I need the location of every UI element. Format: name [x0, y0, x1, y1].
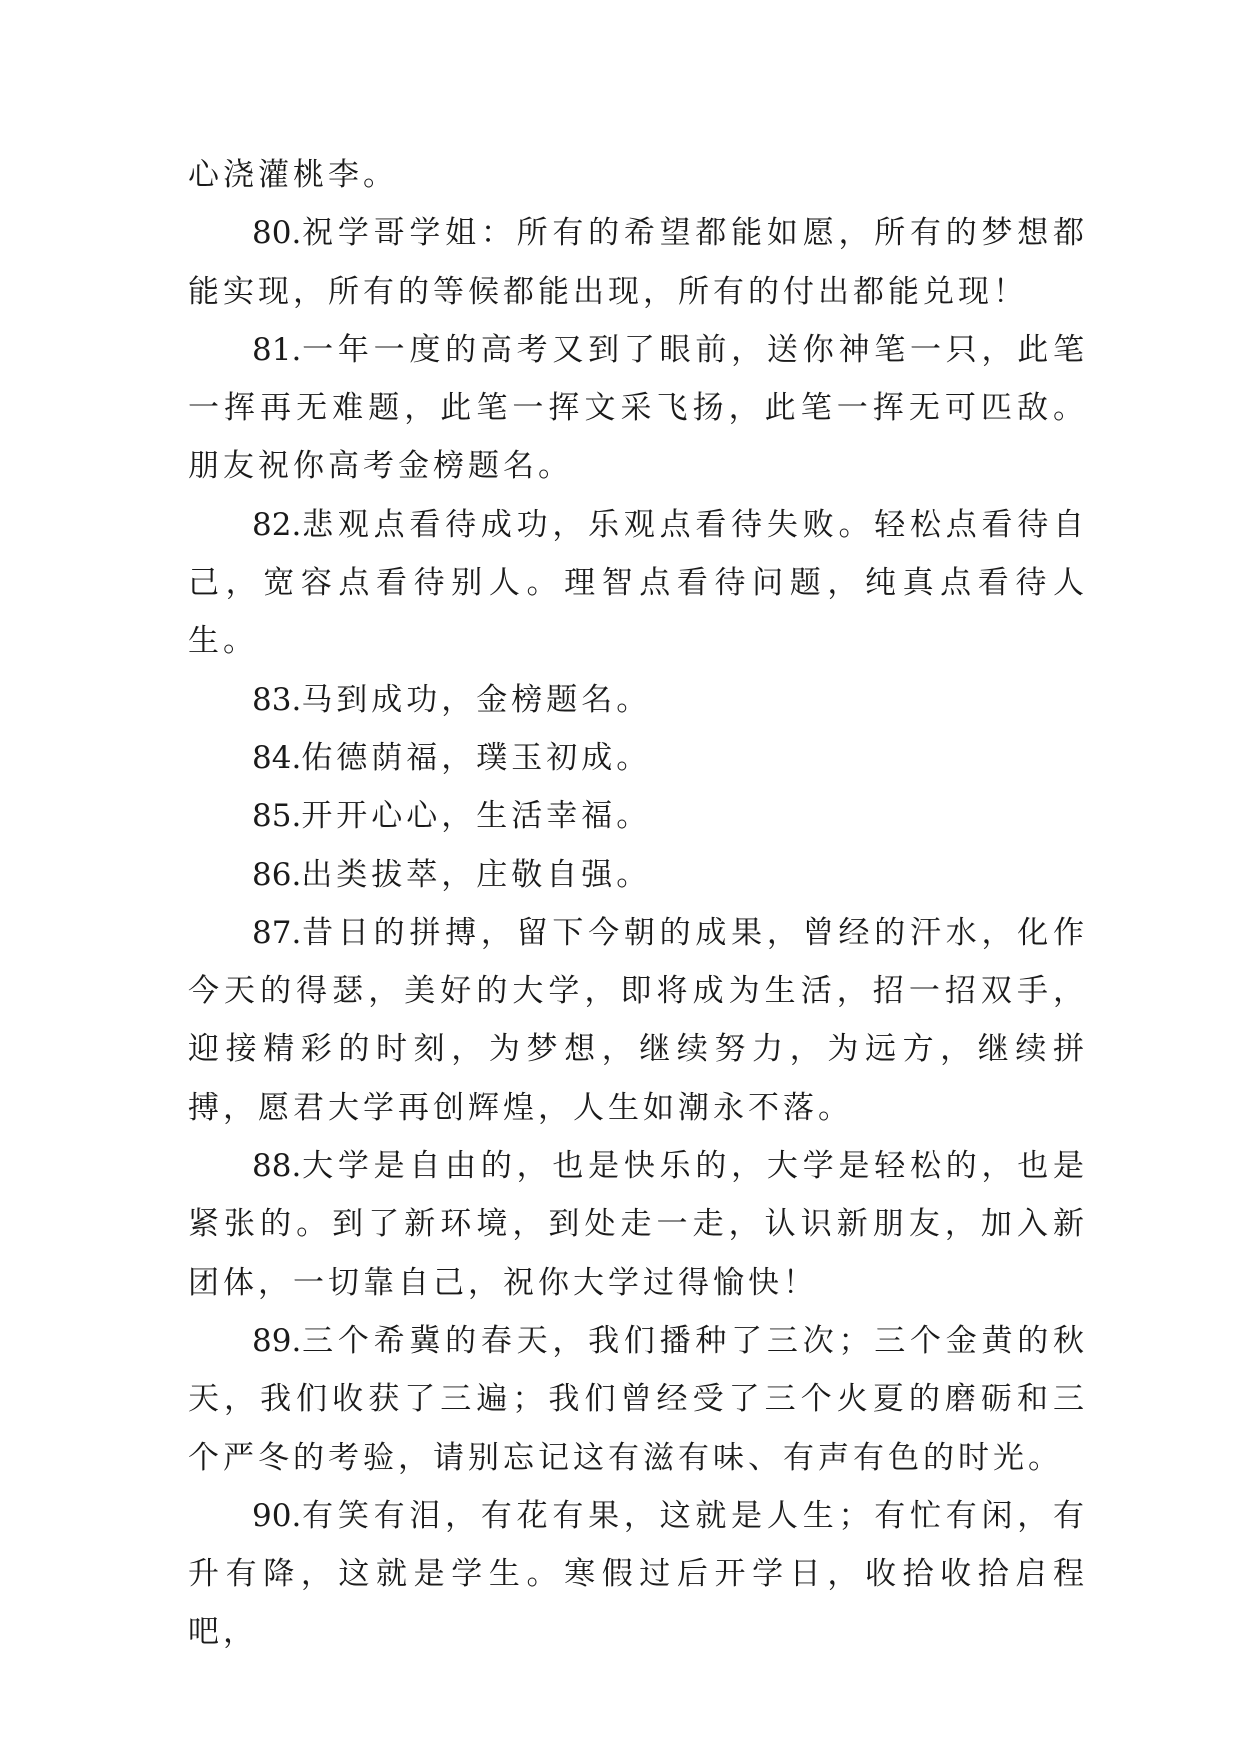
paragraph-number: 90. — [252, 1497, 302, 1534]
paragraph-text: 一年一度的高考又到了眼前，送你神笔一只，此笔一挥再无难题，此笔一挥文采飞扬，此笔一挥无可匹敌。朋友祝你高考金榜题名。 — [188, 331, 1088, 485]
paragraph-text: 马到成功，金榜题名。 — [301, 681, 652, 718]
paragraph-text: 悲观点看待成功，乐观点看待失败。轻松点看待自己，宽容点看待别人。理智点看待问题，纯真点看待人生。 — [188, 506, 1088, 660]
paragraph-85 — [188, 787, 1088, 845]
paragraph-89 — [188, 1312, 1088, 1487]
paragraph-80 — [188, 204, 1088, 321]
paragraph-text: 大学是自由的，也是快乐的，大学是轻松的，也是紧张的。到了新环境，到处走一走，认识新朋友，加入新团体，一切靠自己，祝你大学过得愉快！ — [188, 1148, 1088, 1301]
paragraph-number: 85. — [252, 798, 302, 835]
paragraph-text: 三个希冀的春天，我们播种了三次；三个金黄的秋天，我们收获了三遍；我们曾经受了三个火夏的磨砺和三个严冬的考验，请别忘记这有滋有味、有声有色的时光。 — [188, 1322, 1088, 1476]
paragraph-88 — [188, 1137, 1088, 1312]
paragraph-number: 86. — [252, 856, 302, 893]
paragraph-number: 81. — [252, 331, 302, 368]
paragraph-continuation — [188, 146, 1088, 204]
paragraph-87 — [188, 904, 1088, 1137]
paragraph-text: 昔日的拼搏，留下今朝的成果，曾经的汗水，化作今天的得瑟，美好的大学，即将成为生活，招一招双手，迎接精彩的时刻，为梦想，继续努力，为远方，继续拼搏，愿君大学再创辉煌，人生如潮永不落。 — [188, 914, 1088, 1126]
paragraph-84 — [188, 729, 1088, 787]
paragraph-number: 88. — [252, 1148, 302, 1185]
paragraph-number: 83. — [252, 681, 302, 718]
paragraph-90 — [188, 1487, 1088, 1662]
document-body — [188, 146, 1088, 1662]
paragraph-83 — [188, 671, 1088, 729]
paragraph-number: 80. — [252, 215, 302, 252]
paragraph-text: 佑德荫福，璞玉初成。 — [301, 739, 652, 776]
paragraph-text: 出类拔萃，庄敬自强。 — [301, 856, 652, 893]
paragraph-text: 心浇灌桃李。 — [188, 157, 398, 193]
paragraph-text: 有笑有泪，有花有果，这就是人生；有忙有闲，有升有降，这就是学生。寒假过后开学日，收拾收拾启程吧， — [188, 1497, 1088, 1651]
paragraph-number: 89. — [252, 1322, 302, 1359]
paragraph-86 — [188, 846, 1088, 904]
paragraph-text: 开开心心，生活幸福。 — [301, 798, 652, 835]
paragraph-number: 87. — [252, 914, 302, 951]
paragraph-81 — [188, 321, 1088, 496]
paragraph-number: 84. — [252, 739, 302, 776]
paragraph-82 — [188, 496, 1088, 671]
paragraph-number: 82. — [252, 506, 302, 543]
paragraph-text: 祝学哥学姐：所有的希望都能如愿，所有的梦想都能实现，所有的等候都能出现，所有的付出都能兑现！ — [188, 215, 1088, 310]
